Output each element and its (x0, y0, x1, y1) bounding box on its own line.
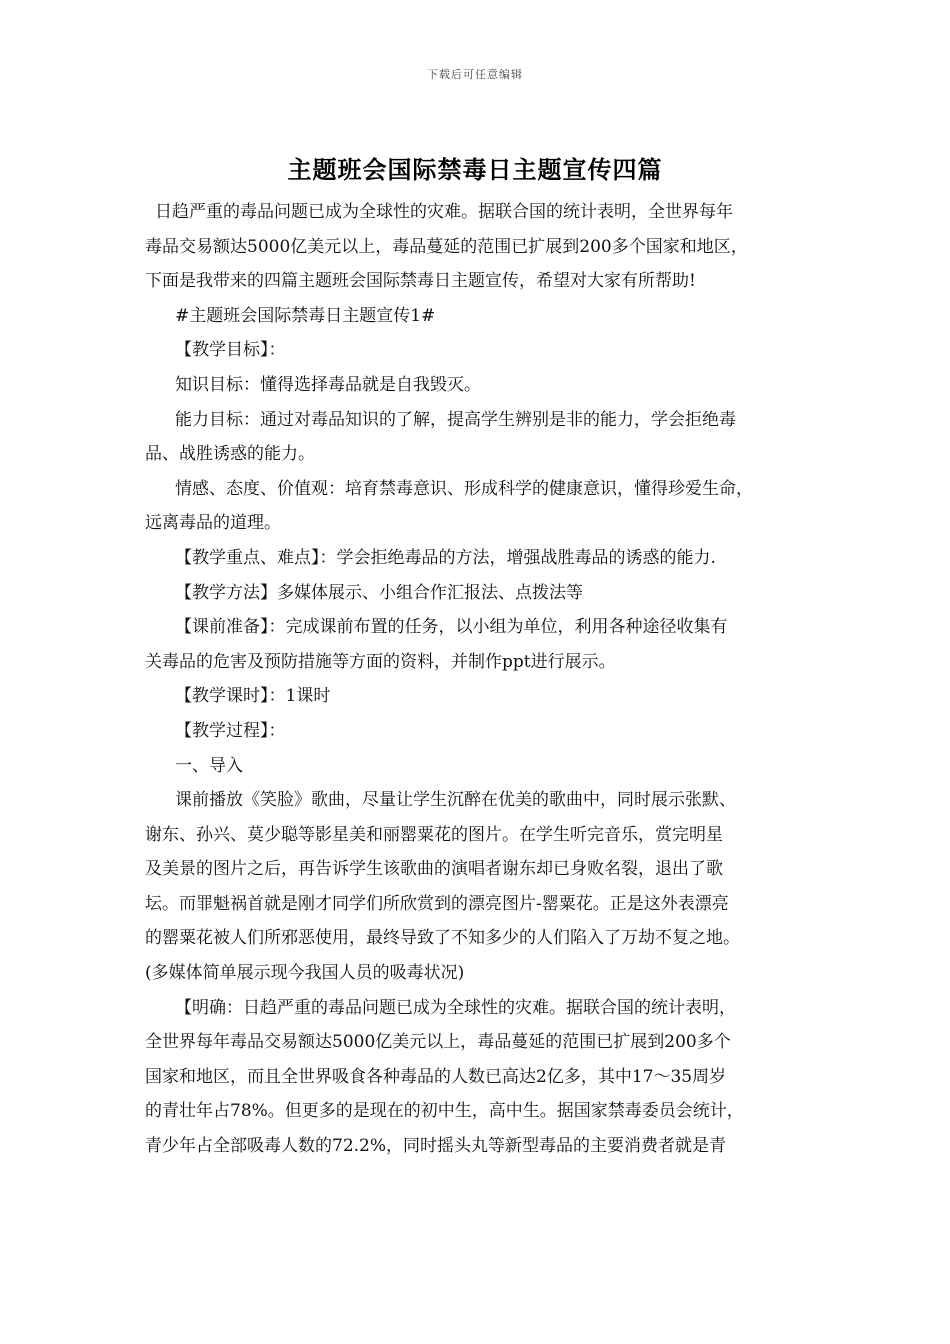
document-body (145, 195, 825, 1164)
text-line: 能力目标：通过对毒品知识的了解，提高学生辨别是非的能力，学会拒绝毒 (175, 409, 736, 430)
text-line: 的青壮年占78%。但更多的是现在的初中生，高中生。据国家禁毒委员会统计， (145, 1101, 744, 1122)
text-line: 课前播放《笑脸》歌曲，尽量让学生沉醉在优美的歌曲中，同时展示张默、 (175, 790, 736, 811)
text-line: 毒品交易额达5000亿美元以上，毒品蔓延的范围已扩展到200多个国家和地区， (145, 236, 748, 257)
text-line: 【教学过程】： (175, 720, 286, 741)
text-line: 青少年占全部吸毒人数的72.2%，同时摇头丸等新型毒品的主要消费者就是青 (145, 1136, 727, 1157)
text-line: 国家和地区，而且全世界吸食各种毒品的人数已高达2亿多，其中17～35周岁 (145, 1066, 727, 1087)
text-line: (多媒体简单展示现今我国人员的吸毒状况) (145, 963, 465, 984)
text-line: 的罂粟花被人们所邪恶使用，最终导致了不知多少的人们陷入了万劫不复之地。 (145, 928, 740, 949)
header-note: 下载后可任意编辑 (427, 68, 523, 81)
text-line: 情感、态度、价值观：培育禁毒意识、形成科学的健康意识，懂得珍爱生命， (175, 478, 753, 499)
text-line: 【教学重点、难点】：学会拒绝毒品的方法，增强战胜毒品的诱惑的能力. (175, 547, 716, 568)
text-line: 全世界每年毒品交易额达5000亿美元以上，毒品蔓延的范围已扩展到200多个 (145, 1032, 731, 1053)
text-line: 关毒品的危害及预防措施等方面的资料，并制作ppt进行展示。 (145, 651, 616, 672)
text-line: 【教学方法】多媒体展示、小组合作汇报法、点拨法等 (175, 582, 583, 603)
text-line: 下面是我带来的四篇主题班会国际禁毒日主题宣传，希望对大家有所帮助! (145, 271, 696, 292)
text-line: 知识目标：懂得选择毒品就是自我毁灭。 (175, 374, 481, 395)
document-title: 主题班会国际禁毒日主题宣传四篇 (287, 155, 663, 184)
text-line: 谢东、孙兴、莫少聪等影星美和丽罂粟花的图片。在学生听完音乐，赏完明星 (145, 824, 723, 845)
text-line: 【课前准备】：完成课前布置的任务，以小组为单位，利用各种途径收集有 (175, 617, 728, 638)
text-line: 远离毒品的道理。 (145, 513, 281, 534)
text-line: 【教学目标】： (175, 340, 286, 361)
text-line: 坛。而罪魁祸首就是刚才同学们所欣赏到的漂亮图片-罂粟花。正是这外表漂亮 (145, 893, 729, 914)
text-line: #主题班会国际禁毒日主题宣传1# (175, 305, 436, 326)
text-line: 一、导入 (175, 755, 243, 776)
text-line: 【教学课时】：1课时 (175, 686, 331, 707)
text-line: 日趋严重的毒品问题已成为全球性的灾难。据联合国的统计表明，全世界每年 (155, 202, 733, 222)
text-line: 品、战胜诱惑的能力。 (145, 444, 315, 465)
text-line: 【明确：日趋严重的毒品问题已成为全球性的灾难。据联合国的统计表明， (175, 997, 736, 1018)
text-line: 及美景的图片之后，再告诉学生该歌曲的演唱者谢东却已身败名裂，退出了歌 (145, 859, 723, 880)
